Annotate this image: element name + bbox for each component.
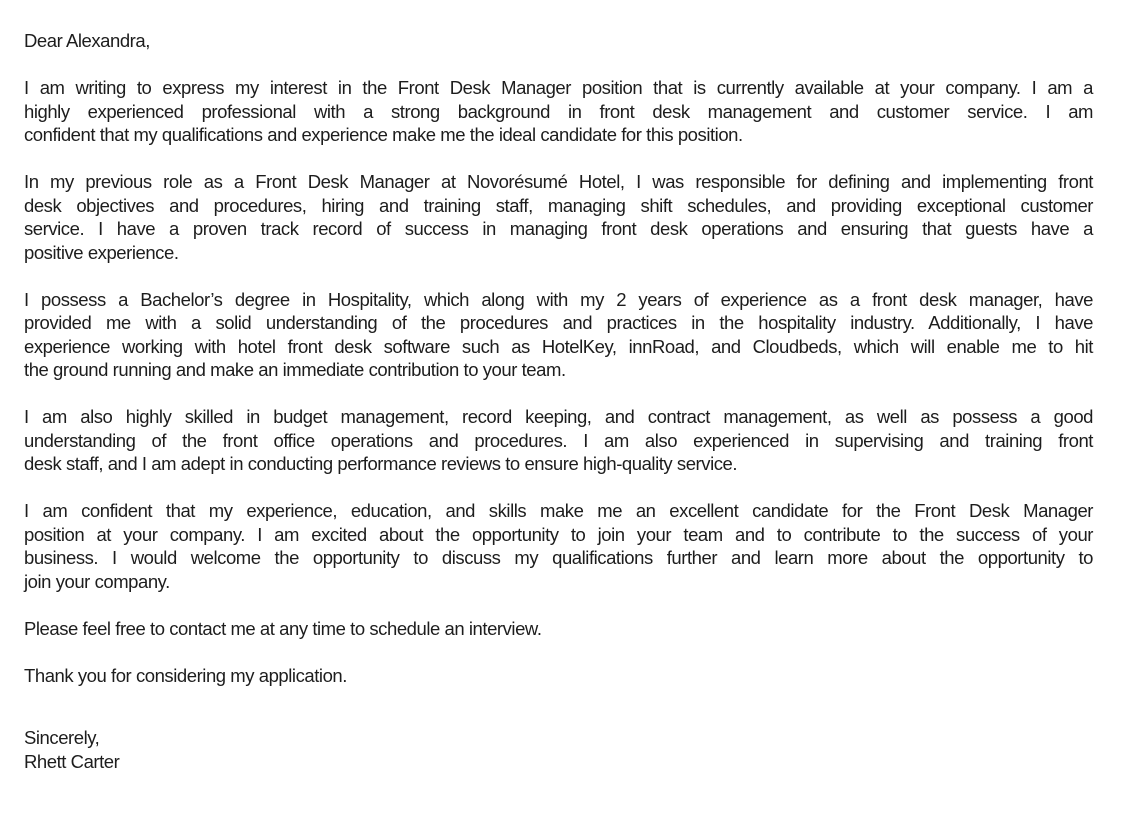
paragraph-contact [24,617,1093,641]
paragraph-line: I am writing to express my interest in the Front Desk Manager position that is currently available at your company. I am a [24,77,1093,98]
paragraph-line: In my previous role as a Front Desk Manager at Novorésumé Hotel, I was responsible for defining and implementing front [24,171,1093,192]
paragraph-line: experience working with hotel front desk software such as HotelKey, innRoad, and Cloudbeds, which will enable me to hit [24,335,1093,357]
paragraph-line: the ground running and make an immediate contribution to your team. [24,359,566,380]
sign-off: Sincerely, [24,727,100,748]
paragraph-line: business. I would welcome the opportunity to discuss my qualifications further and learn more about the opportunity to [24,547,1093,568]
signature-name: Rhett Carter [24,750,120,772]
paragraph-line: Thank you for considering my application. [24,664,347,686]
paragraph-line: Please feel free to contact me at any time to schedule an interview. [24,617,542,639]
paragraph-thanks [24,664,1093,688]
paragraph-fit [24,499,1093,593]
paragraph-line: I am confident that my experience, education, and skills make me an excellent candidate for the Front Desk Manager [24,500,1093,521]
paragraph-line: understanding of the front office operations and procedures. I am also experienced in supervising and training front [24,429,1093,451]
paragraph-line: desk staff, and I am adept in conducting performance reviews to ensure high-quality service. [24,453,738,474]
paragraph-line: service. I have a proven track record of success in managing front desk operations and ensuring that guests have a [24,218,1093,239]
paragraph-line: I am also highly skilled in budget management, record keeping, and contract management, as well as possess a good [24,406,1093,427]
paragraph-line: I possess a Bachelor’s degree in Hospitality, which along with my 2 years of experience as a front desk manager, have [24,288,1093,310]
paragraph-line: join your company. [24,570,170,592]
paragraph-line: highly experienced professional with a strong background in front desk management and customer service. I am [24,100,1093,122]
signature-block [24,726,1093,773]
paragraph-intro [24,76,1093,147]
paragraph-line: position at your company. I am excited about the opportunity to join your team and to contribute to the success of your [24,523,1093,545]
paragraph-line: positive experience. [24,241,179,263]
paragraph-line: confident that my qualifications and experience make me the ideal candidate for this position. [24,124,743,145]
salutation: Dear Alexandra, [24,30,150,51]
paragraph-line: desk objectives and procedures, hiring and training staff, managing shift schedules, and providing exceptional customer [24,194,1093,216]
paragraph-skills [24,405,1093,476]
paragraph-line: provided me with a solid understanding of the procedures and practices in the hospitality industry. Additionally, I have [24,312,1093,333]
paragraph-previous-role [24,170,1093,264]
paragraph-education [24,288,1093,382]
